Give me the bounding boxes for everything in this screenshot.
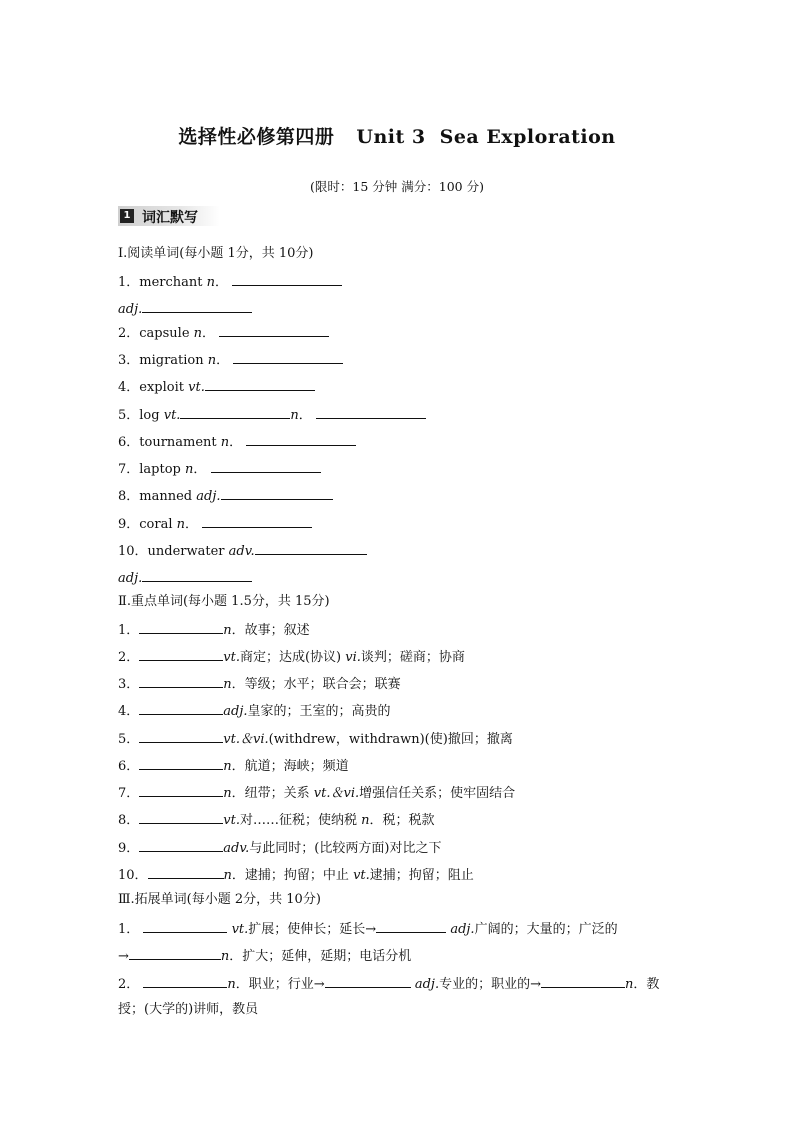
part2-item-4: 4． adj.皇家的；王室的；高贵的 [118, 701, 391, 721]
answer-blank[interactable] [219, 323, 329, 337]
unit-label: Unit 3 [356, 126, 426, 148]
answer-blank[interactable] [202, 514, 312, 528]
part1-item-2: 2．capsule n． [118, 323, 329, 343]
part1-item-10: 10．underwater adv. [118, 541, 367, 561]
answer-blank[interactable] [142, 568, 252, 582]
answer-blank[interactable] [139, 674, 223, 688]
part1-item-4: 4．exploit vt. [118, 377, 315, 397]
part1-item-8: 8．manned adj. [118, 486, 333, 506]
part3-item-1: 1． vt.扩展；使伸长；延长→ adj.广阔的；大量的；广泛的 [118, 919, 618, 939]
part3-item-1-cont: → n．扩大；延伸，延期；电话分机 [118, 946, 411, 966]
part1-item-3: 3．migration n． [118, 350, 343, 370]
answer-blank[interactable] [139, 647, 223, 661]
part1-item-6: 6．tournament n． [118, 432, 356, 452]
topic-label: Sea Exploration [439, 126, 616, 148]
part2-item-1: 1． n．故事；叙述 [118, 620, 310, 640]
answer-blank[interactable] [142, 299, 252, 313]
answer-blank[interactable] [255, 541, 367, 555]
part2-item-2: 2． vt.商定；达成(协议) vi.谈判；磋商；协商 [118, 647, 465, 667]
part1-item-7: 7．laptop n． [118, 459, 321, 479]
answer-blank[interactable] [541, 974, 625, 988]
time-score-limits: (限时：15 分钟 满分：100 分) [310, 179, 484, 194]
answer-blank[interactable] [143, 974, 227, 988]
part3-item-2-cont: 授；(大学的)讲师，教员 [118, 1002, 259, 1017]
answer-blank[interactable] [325, 974, 411, 988]
answer-blank[interactable] [148, 865, 224, 879]
answer-blank[interactable] [316, 405, 426, 419]
answer-blank[interactable] [139, 810, 223, 824]
part2-item-9: 9． adv.与此同时；(比较两方面)对比之下 [118, 838, 441, 858]
part2-item-7: 7． n．纽带；关系 vt.＆vi.增强信任关系；使牢固结合 [118, 783, 515, 803]
answer-blank[interactable] [211, 459, 321, 473]
part1-item-9: 9．coral n． [118, 514, 312, 534]
part1-item-1-adj: adj. [118, 299, 252, 319]
answer-blank[interactable] [233, 350, 343, 364]
answer-blank[interactable] [129, 946, 221, 960]
answer-blank[interactable] [139, 756, 223, 770]
part2-item-5: 5． vt.＆vi.(withdrew，withdrawn)(使)撤回；撤离 [118, 729, 513, 749]
answer-blank[interactable] [139, 620, 223, 634]
answer-blank[interactable] [139, 783, 223, 797]
book-title: 选择性必修第四册 [178, 126, 335, 148]
part2-item-6: 6． n．航道；海峡；频道 [118, 756, 349, 776]
part2-item-8: 8． vt.对……征税；使纳税 n．税；税款 [118, 810, 435, 830]
answer-blank[interactable] [376, 919, 446, 933]
page-title [0, 122, 794, 149]
answer-blank[interactable] [139, 729, 223, 743]
part2-item-3: 3． n．等级；水平；联合会；联赛 [118, 674, 401, 694]
answer-blank[interactable] [246, 432, 356, 446]
answer-blank[interactable] [221, 486, 333, 500]
answer-blank[interactable] [205, 377, 315, 391]
part1-item-1: 1．merchant n． [118, 272, 342, 292]
part2-item-10: 10． n．逮捕；拘留；中止 vt.逮捕；拘留；阻止 [118, 865, 474, 885]
answer-blank[interactable] [180, 405, 290, 419]
answer-blank[interactable] [143, 919, 227, 933]
part2-heading: Ⅱ.重点单词(每小题 1.5分，共 15分) [118, 594, 330, 609]
answer-blank[interactable] [139, 838, 223, 852]
part3-heading: Ⅲ.拓展单词(每小题 2分，共 10分) [118, 892, 321, 907]
answer-blank[interactable] [232, 272, 342, 286]
part1-heading: Ⅰ.阅读单词(每小题 1分，共 10分) [118, 246, 314, 261]
answer-blank[interactable] [139, 701, 223, 715]
section-label: 词汇默写 [142, 210, 198, 226]
part3-item-2: 2． n．职业；行业→ adj.专业的；职业的→ n．教 [118, 974, 659, 994]
section-header-vocabulary [118, 206, 220, 228]
section-number-badge: 1 [120, 209, 134, 223]
part1-item-5: 5．log vt. n． [118, 405, 426, 425]
part1-item-10-adj: adj. [118, 568, 252, 588]
